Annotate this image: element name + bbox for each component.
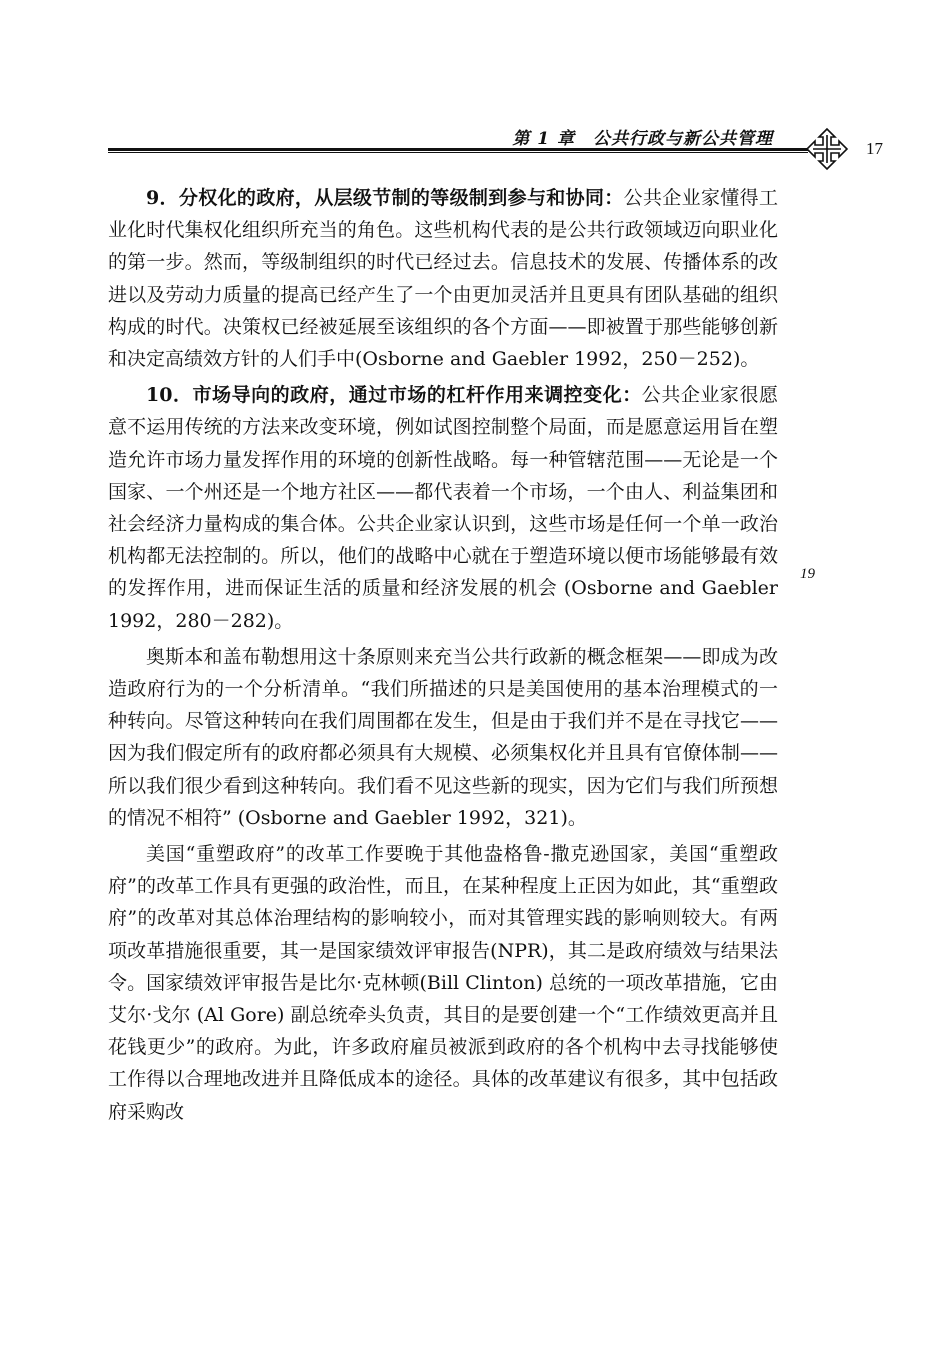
paragraph-principle-9 [108,182,778,375]
paragraph-us-reinvention [108,838,778,1128]
paragraph-text: 公共企业家懂得工业化时代集权化组织所充当的角色。这些机构代表的是公共行政领域迈向职业化的第一步。然而，等级制组织的时代已经过去。信息技术的发展、传播体系的改进以及劳动力质量的提高已经产生了一个由更加灵活并且更具有团队基础的组织构成的时代。决策权已经被延展至该组织的各个方面——即被置于那些能够创新和决定高绩效方针的人们手中(Osborne and Gaebler 1992，250－252)。 [108,187,778,371]
ornamental-arrow-icon [805,127,849,171]
body-text [108,182,778,1132]
page-number: 17 [866,139,883,158]
paragraph-principle-10 [108,379,778,637]
paragraph-lead: 9．分权化的政府，从层级节制的等级制到参与和协同： [146,187,624,209]
paragraph-lead: 10．市场导向的政府，通过市场的杠杆作用来调控变化： [146,384,642,407]
paragraph-text: 美国“重塑政府”的改革工作要晚于其他盎格鲁-撒克逊国家，美国“重塑政府”的改革工作具有更强的政治性，而且，在某种程度上正因为如此，其“重塑政府”的改革对其总体治理结构的影响较小，而对其管理实践的影响则较大。有两项改革措施很重要，其一是国家绩效评审报告(NPR)，其二是政府绩效与结果法令。国家绩效评审报告是比尔·克林顿(Bill Clinton) 总统的一项改革措施，它由艾尔·戈尔 (Al Gore) 副总统牵头负责，其目的是要创建一个“工作绩效更高并且花钱更少”的政府。为此，许多政府雇员被派到政府的各个机构中去寻找能够使工作得以合理地改进并且降低成本的途径。具体的改革建议有很多，其中包括政府采购改 [108,843,778,1123]
paragraph-osborne-gaebler [108,641,778,834]
paragraph-text: 奥斯本和盖布勒想用这十条原则来充当公共行政新的概念框架——即成为改造政府行为的一个分析清单。“我们所描述的只是美国使用的基本治理模式的一种转向。尽管这种转向在我们周围都在发生，但是由于我们并不是在寻找它——因为我们假定所有的政府都必须具有大规模、必须集权化并且具有官僚体制——所以我们很少看到这种转向。我们看不见这些新的现实，因为它们与我们所预想的情况不相符” (Osborne and Gaebler 1992，321)。 [108,645,778,829]
margin-page-reference: 19 [800,566,815,582]
header-rule [108,148,808,153]
paragraph-text: 公共企业家很愿意不运用传统的方法来改变环境，例如试图控制整个局面，而是愿意运用旨在塑造允许市场力量发挥作用的环境的创新性战略。每一种管辖范围——无论是一个国家、一个州还是一个地方社区——都代表着一个市场，一个由人、利益集团和社会经济力量构成的集合体。公共企业家认识到，这些市场是任何一个单一政治机构都无法控制的。所以，他们的战略中心就在于塑造环境以便市场能够最有效的发挥作用，进而保证生活的质量和经济发展的机会 (Osborne and Gaebler 1992，280－282)。 [108,384,778,632]
running-header [108,118,868,158]
chapter-title: 第 1 章 公共行政与新公共管理 [512,129,773,149]
